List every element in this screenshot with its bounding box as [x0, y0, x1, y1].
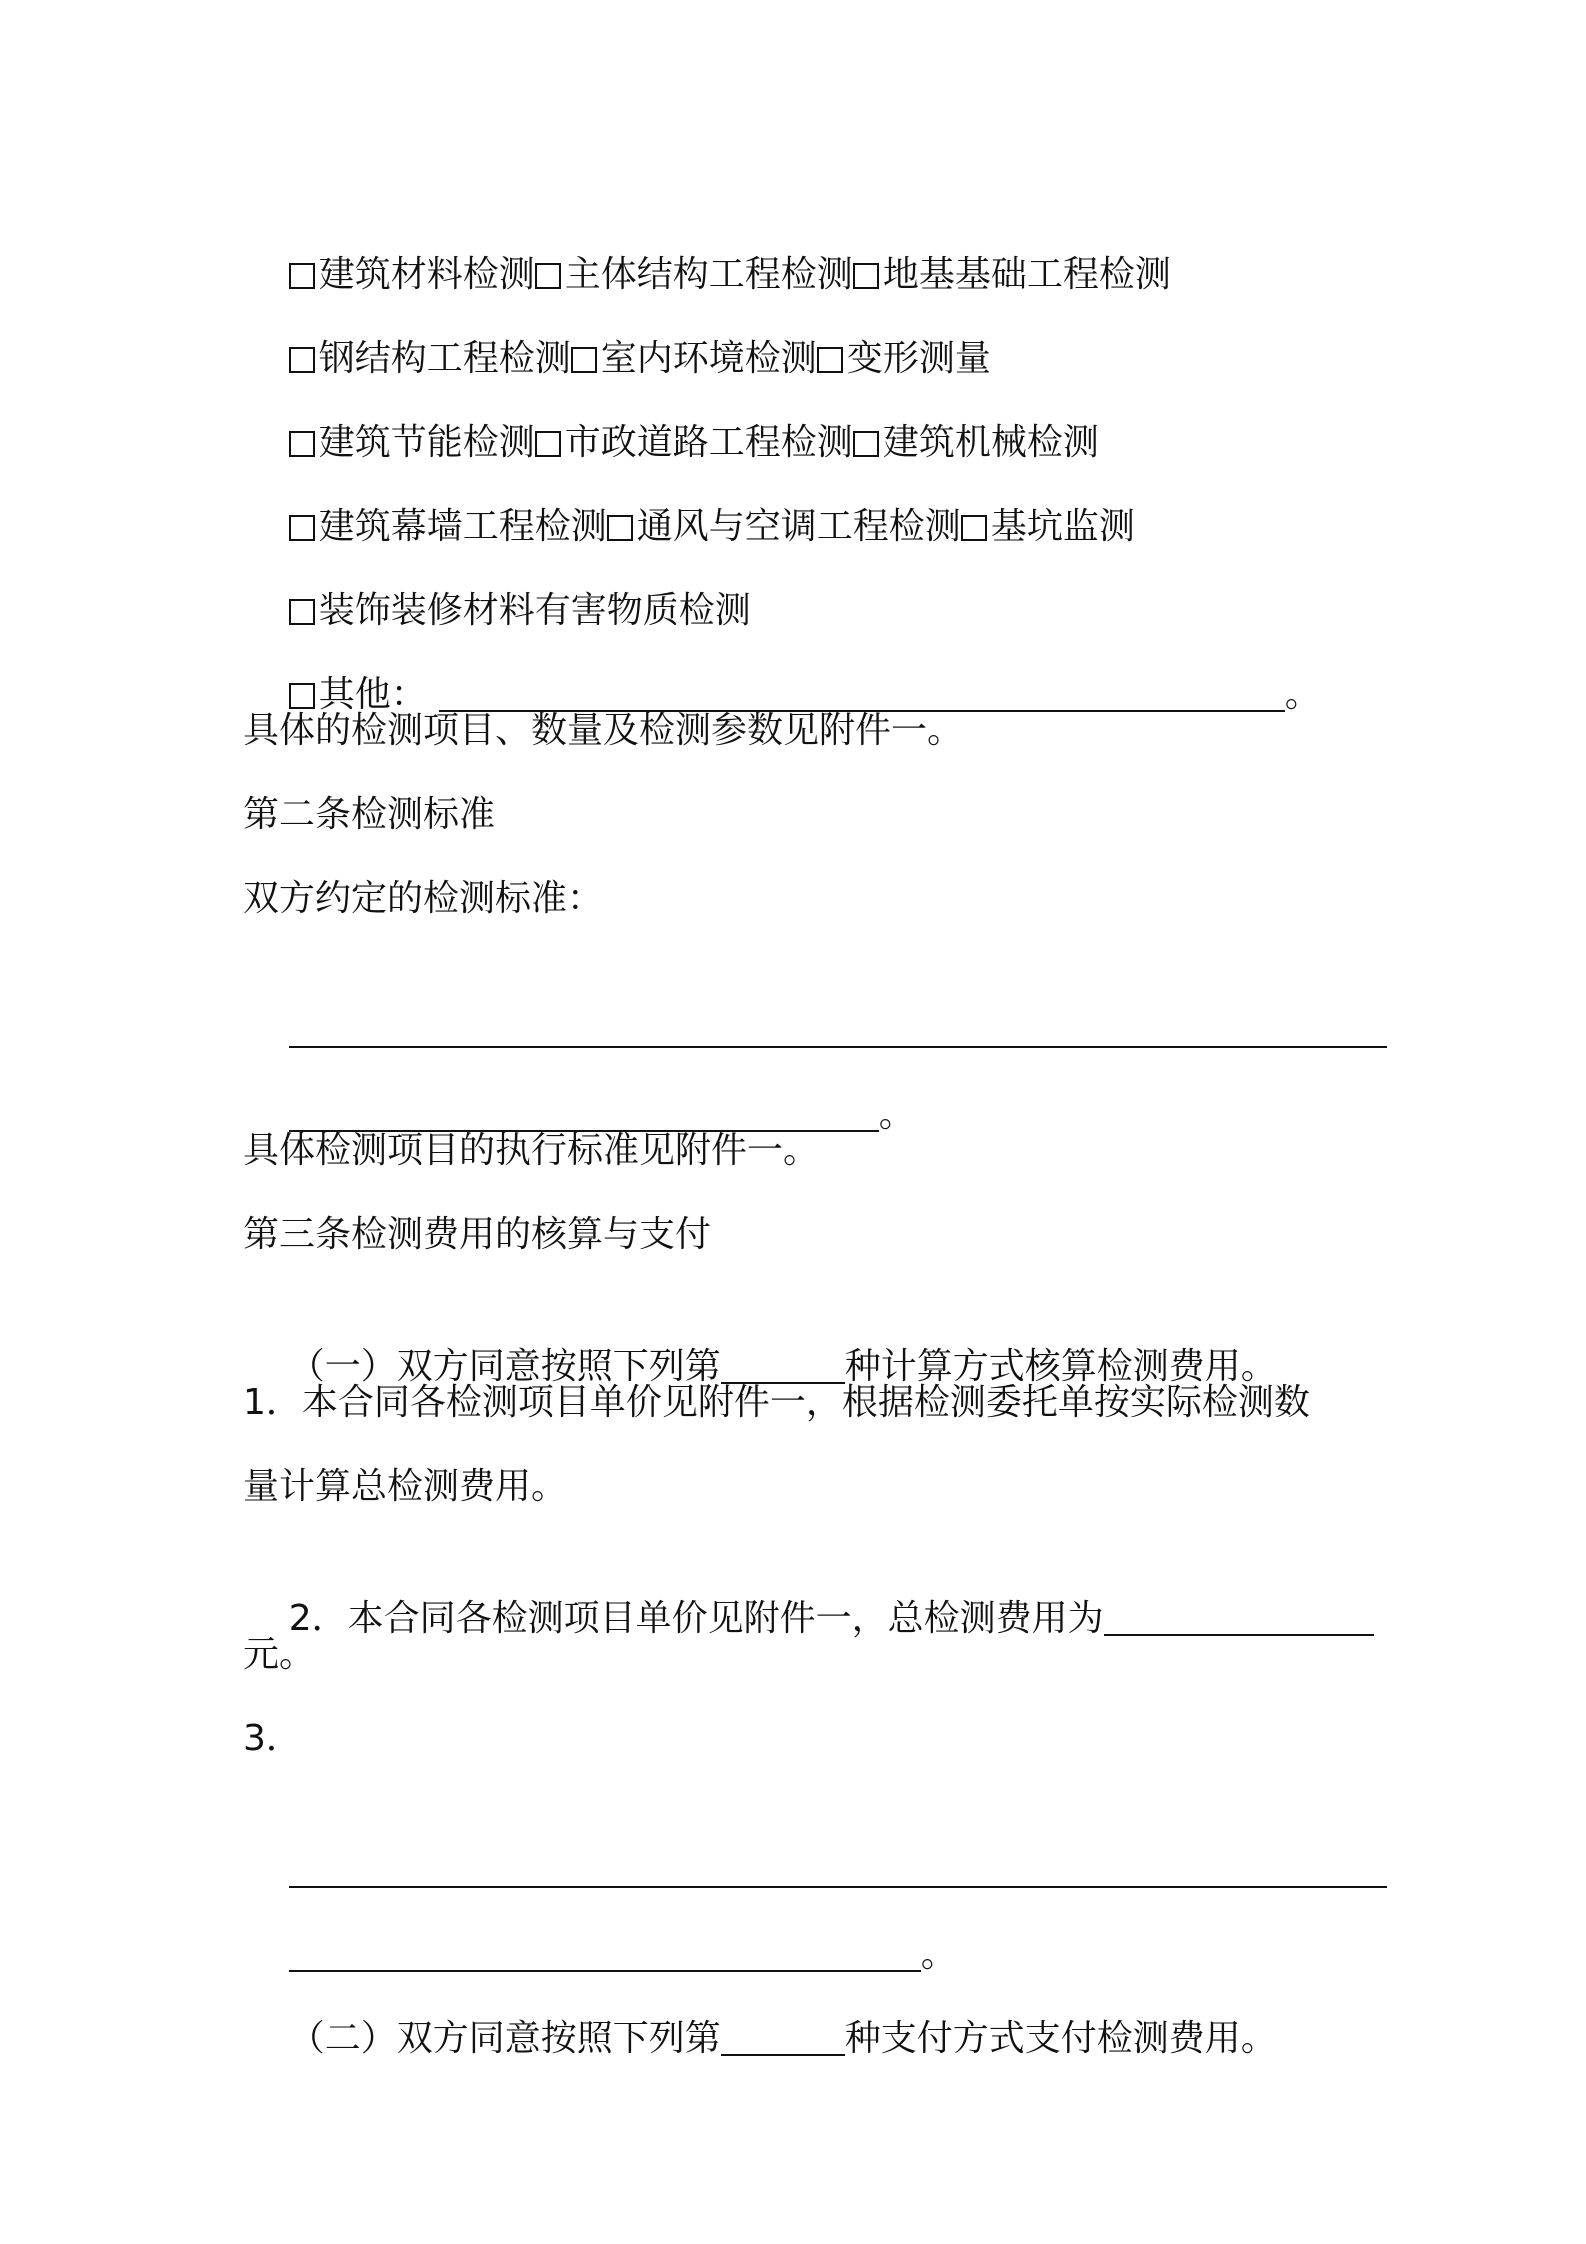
checkbox-indoor-environment[interactable]: 室内环境检测: [571, 338, 817, 379]
clause-2-blank[interactable]: [721, 2020, 845, 2056]
clause-1-prefix: （一）双方同意按照下列第: [288, 1346, 721, 1387]
method-3-blank-line-1: [243, 1799, 1387, 1847]
clause-2-prefix: （二）双方同意按照下列第: [288, 2018, 721, 2059]
standard-blank-line-1: [243, 959, 1387, 1007]
method-3-label: 3．: [243, 1718, 302, 1759]
checkbox-ventilation[interactable]: 通风与空调工程检测: [607, 506, 961, 547]
checkbox-row-4: [243, 455, 1135, 547]
clause-1-suffix: 种计算方式核算检测费用。: [844, 1346, 1277, 1387]
checkbox-row-3: [243, 371, 1099, 463]
standard-blank-line-2: [243, 1043, 915, 1135]
period: 。: [920, 1934, 957, 1975]
total-fee-blank[interactable]: [1104, 1600, 1374, 1636]
checkbox-row-5: [243, 539, 751, 631]
method-2-text: 2．本合同各检测项目单价见附件一，总检测费用为: [288, 1598, 1104, 1639]
checkbox-curtain-wall[interactable]: 建筑幕墙工程检测: [289, 506, 607, 547]
other-row: [243, 623, 1321, 715]
method-1-line-2: 量计算总检测费用。: [243, 1466, 568, 1507]
items-note: 具体的检测项目、数量及检测参数见附件一。: [243, 710, 964, 751]
checkbox-building-materials[interactable]: 建筑材料检测: [289, 254, 535, 295]
checkbox-main-structure[interactable]: 主体结构工程检测: [535, 254, 853, 295]
checkbox-foundation[interactable]: 地基基础工程检测: [853, 254, 1171, 295]
checkbox-deformation[interactable]: 变形测量: [817, 338, 991, 379]
article-2-prompt: 双方约定的检测标准：: [243, 878, 604, 919]
period: 。: [878, 1094, 915, 1135]
checkbox-decoration-materials[interactable]: 装饰装修材料有害物质检测: [289, 590, 751, 631]
checkbox-energy-saving[interactable]: 建筑节能检测: [289, 422, 535, 463]
method-1-line-1: 1．本合同各检测项目单价见附件一，根据检测委托单按实际检测数: [243, 1382, 1310, 1423]
clause-2-suffix: 种支付方式支付检测费用。: [844, 2018, 1277, 2059]
checkbox-steel-structure[interactable]: 钢结构工程检测: [289, 338, 571, 379]
clause-2: [243, 1967, 1277, 2059]
article-2-note: 具体检测项目的执行标准见附件一。: [243, 1130, 820, 1171]
article-3-title: 第三条检测费用的核算与支付: [243, 1214, 712, 1255]
method-2-line-1: [243, 1547, 1374, 1639]
checkbox-machinery[interactable]: 建筑机械检测: [853, 422, 1099, 463]
checkbox-pit-monitoring[interactable]: 基坑监测: [961, 506, 1135, 547]
checkbox-other[interactable]: 其他：: [289, 674, 427, 715]
checkbox-municipal-road[interactable]: 市政道路工程检测: [535, 422, 853, 463]
period: 。: [1284, 674, 1321, 715]
clause-1: [243, 1295, 1277, 1387]
method-2-line-2: 元。: [243, 1634, 316, 1675]
checkbox-row-2: [243, 287, 991, 379]
method-3-blank-line-2: [243, 1883, 957, 1975]
checkbox-row-1: [243, 203, 1171, 295]
article-2-title: 第二条检测标准: [243, 794, 496, 835]
